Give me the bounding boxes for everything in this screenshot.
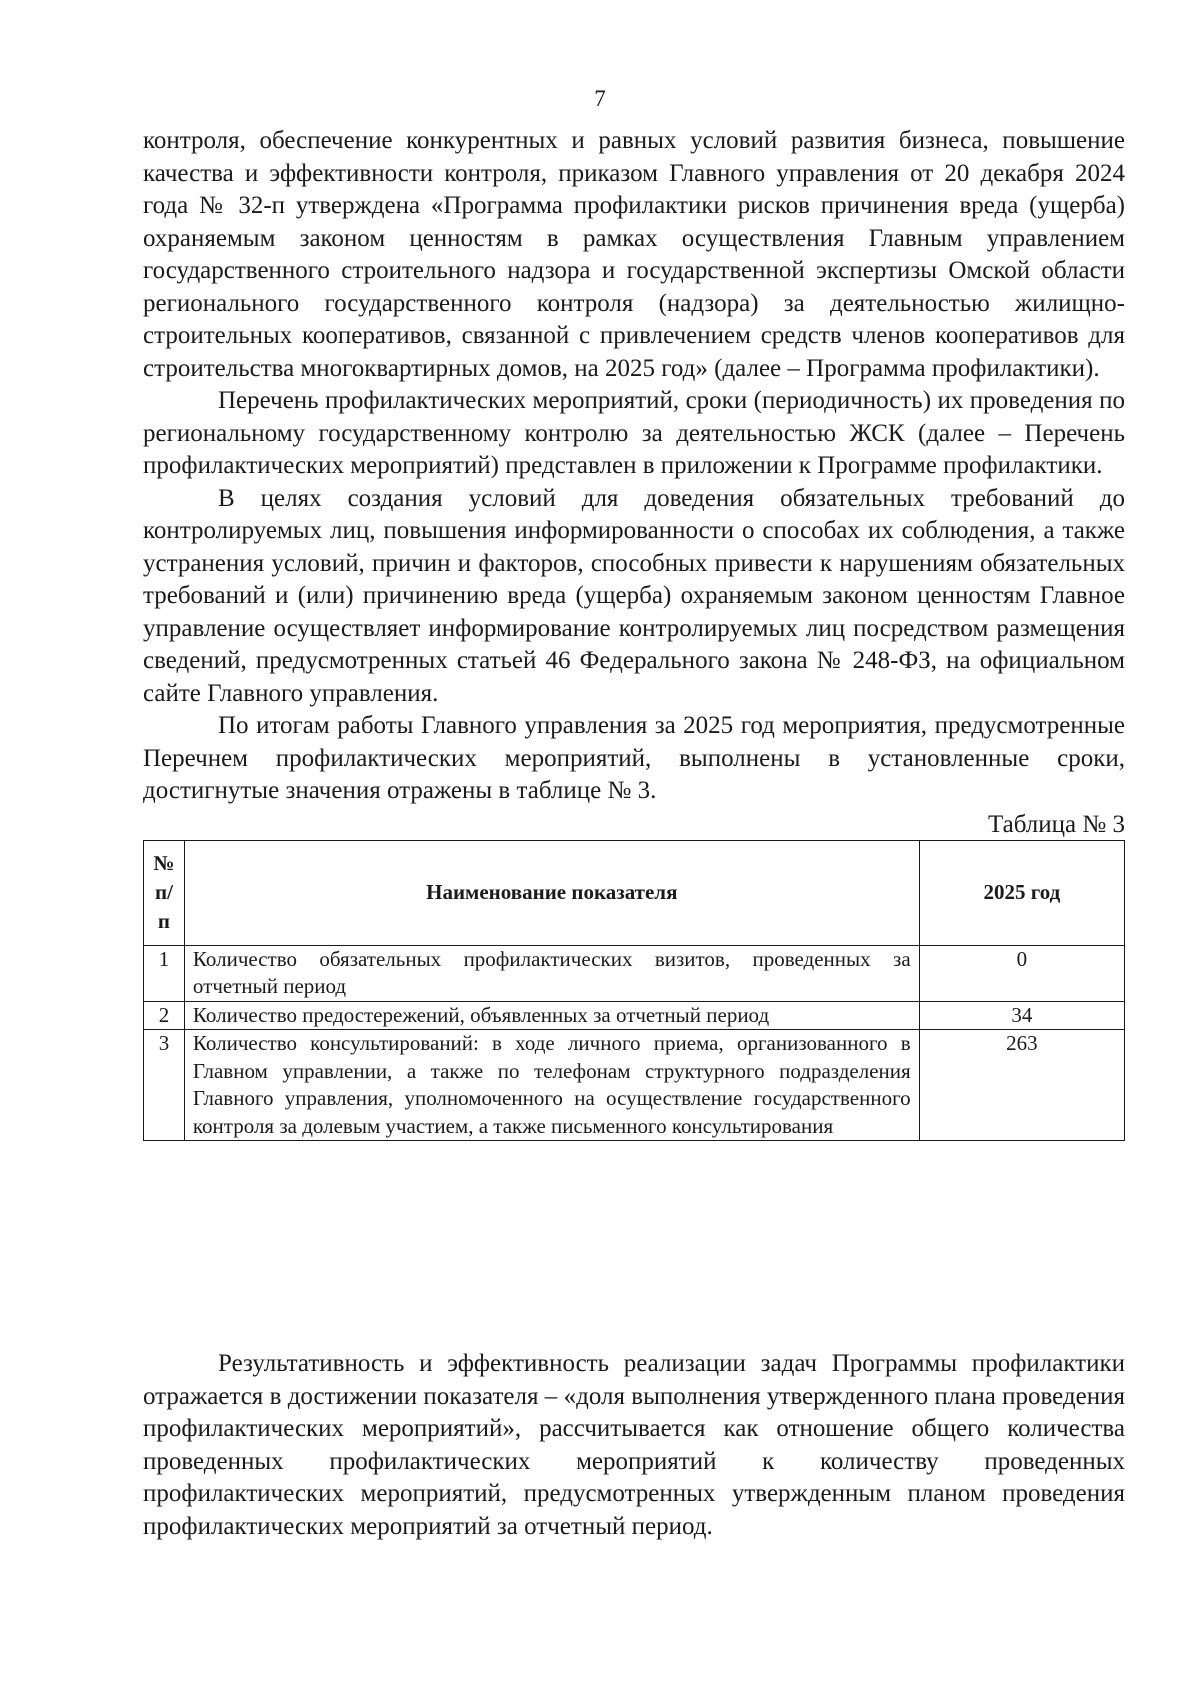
row-indicator-name: Количество предостережений, объявленных за отчетный период [184, 1001, 919, 1030]
indicators-table [143, 840, 1125, 1142]
table-row [144, 945, 1125, 1001]
document-body [143, 125, 1125, 1141]
header-number-text: № п/ п [153, 851, 175, 933]
header-number [144, 840, 185, 945]
paragraph-informing: В целях создания условий для доведения обязательных требований до контролируемых лиц, повышения информированности о способах их соблюдения, а также устранения условий, причин и факторов, способных привести к нарушениям обязательных требований и (или) причинению вреда (ущерба) охраняемым законом ценностям Главное управление осуществляет информирование контролируемых лиц посредством размещения сведений, предусмотренных статьей 46 Федерального закона № 248-ФЗ, на официальном сайте Главного управления. [143, 484, 1125, 707]
row-value: 34 [919, 1001, 1124, 1030]
paragraph-results: По итогам работы Главного управления за 2025 год мероприятия, предусмотренные Перечнем профилактических мероприятий, выполнены в установленные сроки, достигнутые значения отражены в таблице № 3. [143, 712, 1125, 804]
row-number: 1 [144, 945, 185, 1001]
row-value: 0 [919, 945, 1124, 1001]
paragraph-effectiveness: Результативность и эффективность реализации задач Программы профилактики отражается в достижении показателя – «доля выполнения утвержденного плана проведения профилактических мероприятий», рассчитывается как отношение общего количества проведенных профилактических мероприятий к количеству проведенных профилактических мероприятий, предусмотренных утвержденным планом проведения профилактических мероприятий за отчетный период. [143, 1350, 1125, 1540]
page-number: 7 [594, 86, 606, 111]
paragraph-activities-list: Перечень профилактических мероприятий, сроки (периодичность) их проведения по региональному государственному контролю за деятельностью ЖСК (далее – Перечень профилактических мероприятий) представлен в приложении к Программе профилактики. [143, 387, 1125, 479]
row-value: 263 [919, 1030, 1124, 1141]
table-row [144, 1030, 1125, 1141]
table-row [144, 1001, 1125, 1030]
row-indicator-name: Количество обязательных профилактических визитов, проведенных за отчетный период [184, 945, 919, 1001]
table-caption: Таблица № 3 [987, 810, 1125, 838]
paragraph-continuation: контроля, обеспечение конкурентных и равных условий развития бизнеса, повышение качества и эффективности контроля, приказом Главного управления от 20 декабря 2024 года № 32-п утверждена «Программа профилактики рисков причинения вреда (ущерба) охраняемым законом ценностям в рамках осуществления Главным управлением государственного строительного надзора и государственной экспертизы Омской области регионального государственного контроля (надзора) за деятельностью жилищно-строительных кооперативов, связанной с привлечением средств членов кооперативов для строительства многоквартирных домов, на 2025 год» (далее – Программа профилактики). [143, 127, 1125, 382]
row-indicator-name: Количество консультирований: в ходе личного приема, организованного в Главном управлении, а также по телефонам структурного подразделения Главного управления, уполномоченного на осуществление государственного контроля за долевым участием, а также письменного консультирования [184, 1030, 919, 1141]
header-indicator-name: Наименование показателя [184, 840, 919, 945]
row-number: 3 [144, 1030, 185, 1141]
closing-section [143, 1348, 1125, 1543]
row-number: 2 [144, 1001, 185, 1030]
table-header-row [144, 840, 1125, 945]
header-year: 2025 год [919, 840, 1124, 945]
